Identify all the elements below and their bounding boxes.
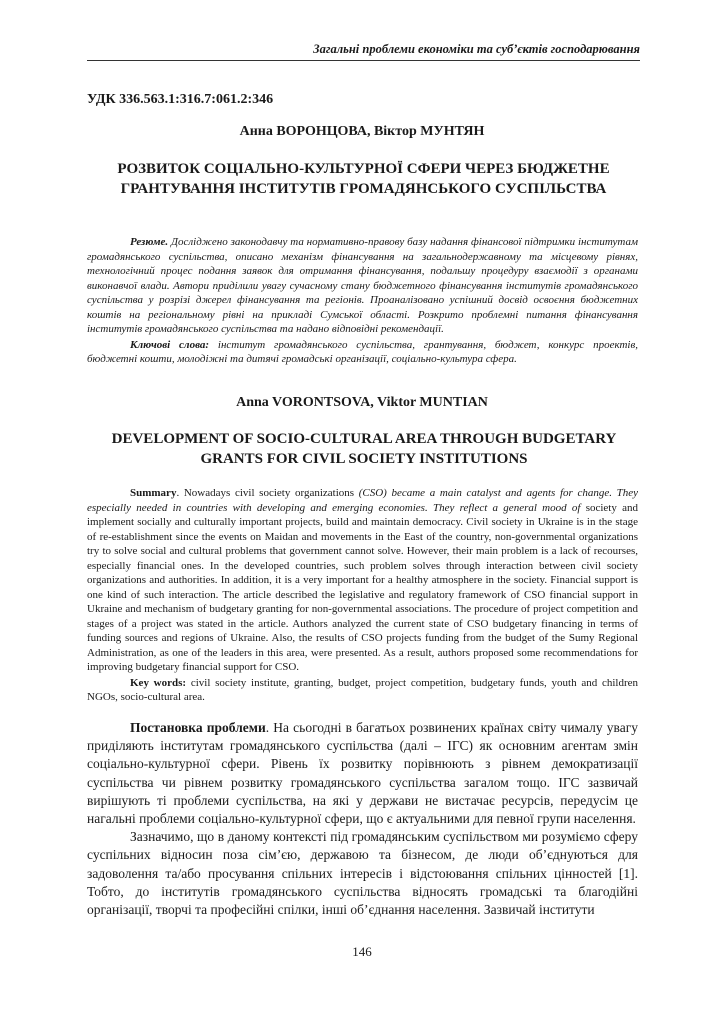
summary-en-label: Summary (130, 487, 177, 499)
keywords-ua-label: Ключові слова: (130, 338, 210, 351)
summary-en-text-rest: society and implement socially and culturally important projects, build and maintain democracy. Civil society in Ukraine is in the stage of re-establishment since the events on Maidan and movements in the East of the country, non-governmental organizations try to solve social and cultural problems that government cannot solve. However, their main problem is a lack of recourses, especially financial ones. In the developed countries, such problem solves through interaction between civil society organizations and authorities. In addition, it is a very important for a healthy atmosphere in the society. Financial support is one kind of such interaction. The article described the legislative and regulatory framework of CSO financial support in Ukraine and mechanism of budgetary granting for non-governmental associations. The procedure of project competition and stages of a project was stated in the article. Authors analyzed the current state of CSO budgetary financing in terms of funding sources and regions of Ukraine. Also, the results of CSO projects funding from the budget of the Sumy Regional Administration, as one of the leaders in this area, were presented. As a result, authors proposed some recommendations for improving budgetary financial support for CSO. (87, 501, 638, 673)
page-number: 146 (352, 944, 372, 959)
summary-en-paragraph (87, 486, 638, 675)
keywords-ua-paragraph (87, 338, 638, 367)
abstract-ua-paragraph (87, 235, 638, 337)
main-body (87, 719, 638, 919)
body-paragraph-2: Зазначимо, що в даному контексті під громадянським суспільством ми розуміємо сферу суспільних відносин поза сім’єю, державою та бізнесом, де люди об’єднуються для задоволення та/або просування спільних інтересів і відстоювання спільних цінностей [1]. Тобто, до інститутів громадянського суспільства відносять громадські та благодійні організації, творчі та професійні спілки, інші об’єднання населення. Зазвичай інститути (87, 829, 638, 918)
keywords-ua-text: інститут громадянського суспільства, грантування, бюджет, конкурс проектів, бюджетні кошти, молодіжні та дитячі громадські організації, соціально-культура сфера. (87, 338, 638, 365)
abstract-ua (87, 235, 638, 367)
abstract-en (87, 486, 638, 705)
keywords-en-paragraph (87, 676, 638, 705)
title-ua: РОЗВИТОК СОЦІАЛЬНО-КУЛЬТУРНОЇ СФЕРИ ЧЕРЕЗ БЮДЖЕТНЕ ГРАНТУВАННЯ ІНСТИТУТІВ ГРОМАДЯНСЬКОГО СУСПІЛЬСТВА (117, 161, 610, 197)
summary-en-text-italic: (CSO) became a main catalyst and agents for change. They especially needed in countries with developing and emerging economies. They reflect a general mood of (87, 487, 638, 514)
running-head: Загальні проблеми економіки та суб’єктів господарювання (87, 42, 640, 61)
keywords-en-text: civil society institute, granting, budget, project competition, budgetary funds, youth and children NGOs, socio-cultural area. (87, 676, 638, 703)
body-paragraph-1 (87, 719, 638, 828)
keywords-en-label: Key words: (130, 676, 187, 689)
section-heading: Постановка проблеми (130, 720, 266, 735)
body-paragraph-1-text: . На сьогодні в багатьох розвинених країнах світу чималу увагу приділяють інститутам громадянського суспільства (далі – ІГС) як основним агентам змін соціально-культурної сфери. Рівень їх розвитку порівнюють з рівнем демократизації суспільства чи рівнем розвитку громадянського суспільства загалом тощо. ІГС зазвичай вирішують ті проблеми суспільства, на які у держави не вистачає ресурсів, передусім це нагальні проблеми соціально-культурної сфери, що є актуальними для певної групи населення. (87, 720, 638, 827)
abstract-ua-label: Резюме. (130, 236, 169, 248)
abstract-ua-text: Досліджено законодавчу та нормативно-правову базу надання фінансової підтримки інститутам громадянського суспільства, описано механізм фінансування на загальнодержавному та місцевому рівнях, технологічний процес подання заявок для отримання фінансування, подальшу процедуру взаємодії з органами виконавчої влади. Автори приділили увагу сучасному стану бюджетного фінансування інститутів громадянського суспільства у розрізі джерел фінансування та регіонів. Проаналізовано успішний досвід освоєння бюджетних коштів на регіональному рівні на прикладі Сумської області. Розкрито проблемні питання фінансування інститутів громадянського суспільства та надано відповідні рекомендації. (87, 236, 638, 335)
authors-en: Anna VORONTSOVA, Viktor MUNTIAN (236, 395, 488, 410)
summary-en-text-start: . Nowadays civil society organizations (176, 487, 359, 499)
udc-code: УДК 336.563.1:316.7:061.2:346 (87, 92, 274, 107)
authors-ua: Анна ВОРОНЦОВА, Віктор МУНТЯН (239, 124, 485, 139)
title-en: DEVELOPMENT OF SOCIO-CULTURAL AREA THROUGH BUDGETARY GRANTS FOR CIVIL SOCIETY INSTITUTIONS (111, 431, 617, 467)
